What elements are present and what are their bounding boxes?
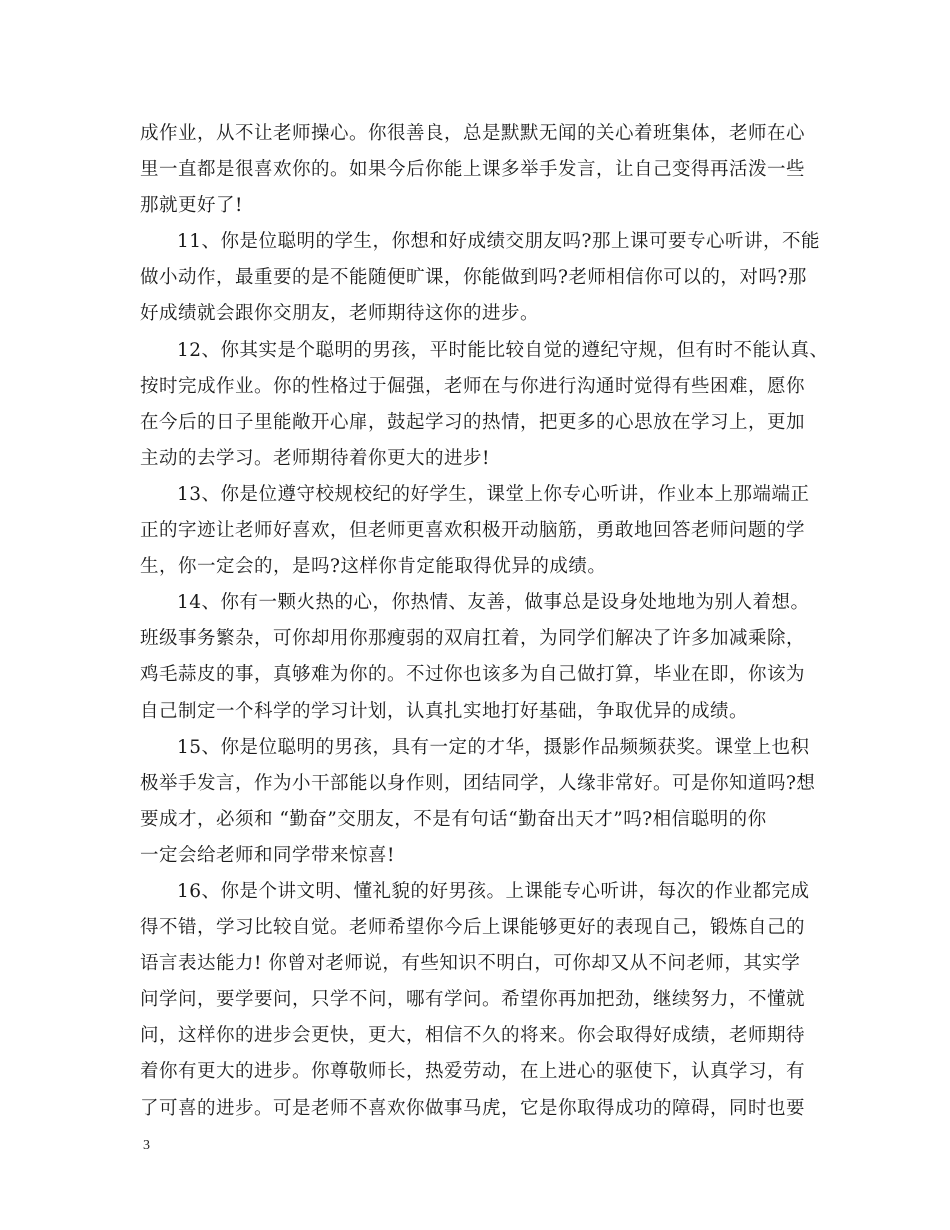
paragraph-p-13 — [140, 477, 830, 585]
text-line: 鸡毛蒜皮的事，真够难为你的。不过你也该多为自己做打算，毕业在即，你该为 — [140, 664, 806, 686]
text-line: 那就更好了! — [140, 195, 243, 217]
text-line: 13、你是位遵守校规校纪的好学生，课堂上你专心听讲，作业本上那端端正 — [177, 483, 810, 505]
text-line: 做小动作，最重要的是不能随便旷课，你能做到吗?老师相信你可以的，对吗?那 — [140, 267, 807, 289]
text-line: 要成才，必须和 “勤奋”交朋友，不是有句话“勤奋出天才”吗?相信聪明的你 — [140, 808, 767, 830]
text-line: 好成绩就会跟你交朋友，老师期待这你的进步。 — [140, 303, 540, 325]
text-line: 在今后的日子里能敞开心扉，鼓起学习的热情，把更多的心思放在学习上，更加 — [140, 411, 806, 433]
text-line: 15、你是位聪明的男孩，具有一定的才华，摄影作品频频获奖。课堂上也积 — [177, 736, 810, 758]
text-line: 成作业，从不让老师操心。你很善良，总是默默无闻的关心着班集体，老师在心 — [140, 123, 806, 144]
paragraph-p-cont — [140, 116, 830, 224]
text-line: 极举手发言，作为小干部能以身作则，团结同学，人缘非常好。可是你知道吗?想 — [140, 772, 816, 794]
text-line: 着你有更大的进步。你尊敬师长，热爱劳动，在上进心的驱使下，认真学习，有 — [140, 1061, 806, 1083]
text-line: 问，这样你的进步会更快，更大，相信不久的将来。你会取得好成绩，老师期待 — [140, 1025, 806, 1047]
document-body — [140, 116, 830, 1127]
text-line: 一定会给老师和同学带来惊喜! — [140, 844, 395, 866]
paragraph-p-16 — [140, 874, 830, 1127]
text-line: 自己制定一个科学的学习计划，认真扎实地打好基础，争取优异的成绩。 — [140, 700, 749, 722]
text-line: 12、你其实是个聪明的男孩，平时能比较自觉的遵纪守规，但有时不能认真、 — [177, 339, 829, 361]
text-line: 16、你是个讲文明、懂礼貌的好男孩。上课能专心听讲，每次的作业都完成 — [177, 880, 810, 902]
text-line: 问学问，要学要问，只学不问，哪有学问。希望你再加把劲，继续努力，不懂就 — [140, 989, 806, 1011]
text-line: 主动的去学习。老师期待着你更大的进步! — [140, 447, 490, 469]
text-line: 14、你有一颗火热的心，你热情、友善，做事总是设身处地地为别人着想。 — [177, 592, 810, 614]
text-line: 按时完成作业。你的性格过于倔强，老师在与你进行沟通时觉得有些困难，愿你 — [140, 375, 806, 397]
text-line: 生，你一定会的，是吗?这样你肯定能取得优异的成绩。 — [140, 556, 607, 578]
page-number: 3 — [143, 1138, 150, 1153]
text-line: 里一直都是很喜欢你的。如果今后你能上课多举手发言，让自己变得再活泼一些 — [140, 159, 806, 181]
text-line: 班级事务繁杂，可你却用你那瘦弱的双肩扛着，为同学们解决了许多加减乘除， — [140, 628, 806, 650]
text-line: 语言表达能力! 你曾对老师说，有些知识不明白，可你却又从不问老师，其实学 — [140, 953, 801, 975]
paragraph-p-14 — [140, 585, 830, 729]
text-line: 11、你是位聪明的学生，你想和好成绩交朋友吗?那上课可要专心听讲，不能 — [177, 231, 820, 253]
paragraph-p-11 — [140, 224, 830, 332]
text-line: 正的字迹让老师好喜欢，但老师更喜欢积极开动脑筋，勇敢地回答老师问题的学 — [140, 520, 806, 542]
text-line: 了可喜的进步。可是老师不喜欢你做事马虎，它是你取得成功的障碍，同时也要 — [140, 1097, 806, 1119]
paragraph-p-12 — [140, 333, 830, 477]
paragraph-p-15 — [140, 730, 830, 874]
text-line: 得不错，学习比较自觉。老师希望你今后上课能够更好的表现自己，锻炼自己的 — [140, 917, 806, 939]
